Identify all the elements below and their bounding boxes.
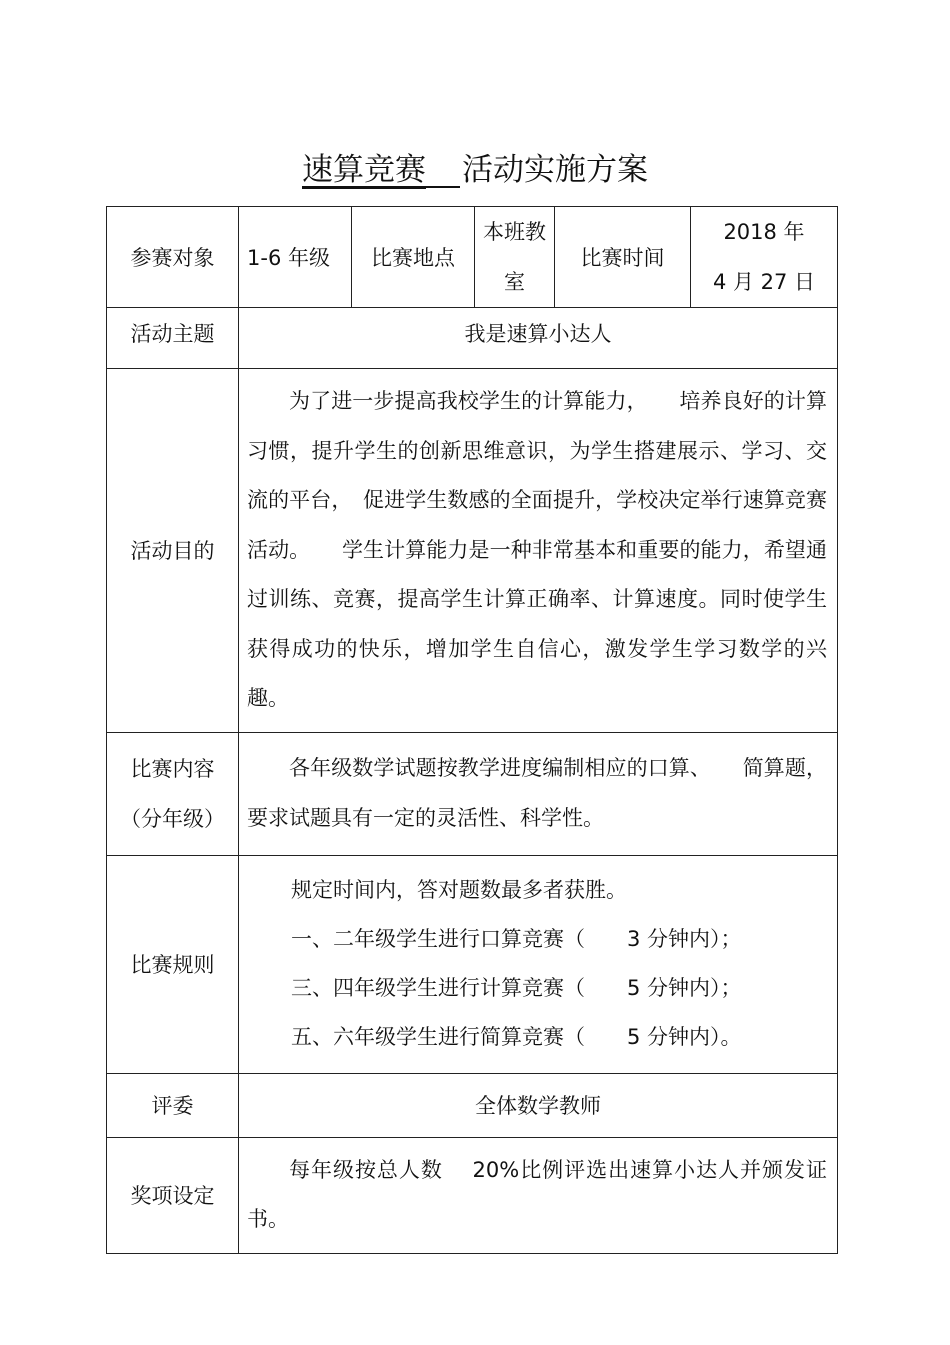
time-value-year: 2018 年 xyxy=(723,220,805,244)
awards-text: 每年级按总人数 20%比例评选出速算小达人并颁发证书。 xyxy=(239,1137,838,1253)
venue-value: 本班教室 xyxy=(475,207,555,308)
venue-label: 比赛地点 xyxy=(352,207,475,308)
content-label-line-1: 比赛内容 xyxy=(130,756,215,781)
participants-value: 1-6 年级 xyxy=(239,207,352,308)
title-part-2: 活动实施方案 xyxy=(462,152,648,188)
content-label-line-2: （分年级） xyxy=(120,806,225,831)
table-row-content xyxy=(107,732,838,855)
content-label xyxy=(107,732,239,855)
time-value-date: 4 月 27 日 xyxy=(712,270,816,294)
time-value xyxy=(691,207,838,308)
awards-label: 奖项设定 xyxy=(107,1137,239,1253)
table-row-basic-info xyxy=(107,207,838,308)
table-row-purpose xyxy=(107,369,838,733)
page-title xyxy=(0,148,950,192)
rules-text xyxy=(239,855,838,1073)
purpose-text: 为了进一步提高我校学生的计算能力， 培养良好的计算习惯，提升学生的创新思维意识，为学生搭建展示、学习、交流的平台， 促进学生数感的全面提升，学校决定举行速算竞赛活动。 学生计算能力是一种非常基本和重要的能力，希望通过训练、竞赛，提高学生计算正确率、计算速度。同时使学生获得成功的快乐，增加学生自信心，激发学生学习数学的兴趣。 xyxy=(239,369,838,733)
title-part-1: 速算竞赛 xyxy=(302,152,426,188)
theme-label: 活动主题 xyxy=(107,308,239,369)
rules-line: 三、四年级学生进行计算竞赛（ 5 分钟内）； xyxy=(291,976,742,1000)
theme-value: 我是速算小达人 xyxy=(239,308,838,369)
table-row-judges xyxy=(107,1073,838,1137)
table-row-awards xyxy=(107,1137,838,1253)
rules-line: 一、二年级学生进行口算竞赛（ 3 分钟内）； xyxy=(291,927,742,951)
purpose-label: 活动目的 xyxy=(107,369,239,733)
time-label: 比赛时间 xyxy=(555,207,691,308)
plan-table xyxy=(106,206,838,1254)
rules-line: 规定时间内，答对题数最多者获胜。 xyxy=(291,878,627,902)
content-text: 各年级数学试题按教学进度编制相应的口算、 简算题，要求试题具有一定的灵活性、科学性。 xyxy=(239,732,838,855)
judges-label: 评委 xyxy=(107,1073,239,1137)
table-row-rules xyxy=(107,855,838,1073)
judges-value: 全体数学教师 xyxy=(239,1073,838,1137)
participants-label: 参赛对象 xyxy=(107,207,239,308)
rules-line: 五、六年级学生进行简算竞赛（ 5 分钟内）。 xyxy=(291,1025,742,1049)
rules-label: 比赛规则 xyxy=(107,855,239,1073)
title-underline-gap xyxy=(426,186,460,188)
table-row-theme xyxy=(107,308,838,369)
